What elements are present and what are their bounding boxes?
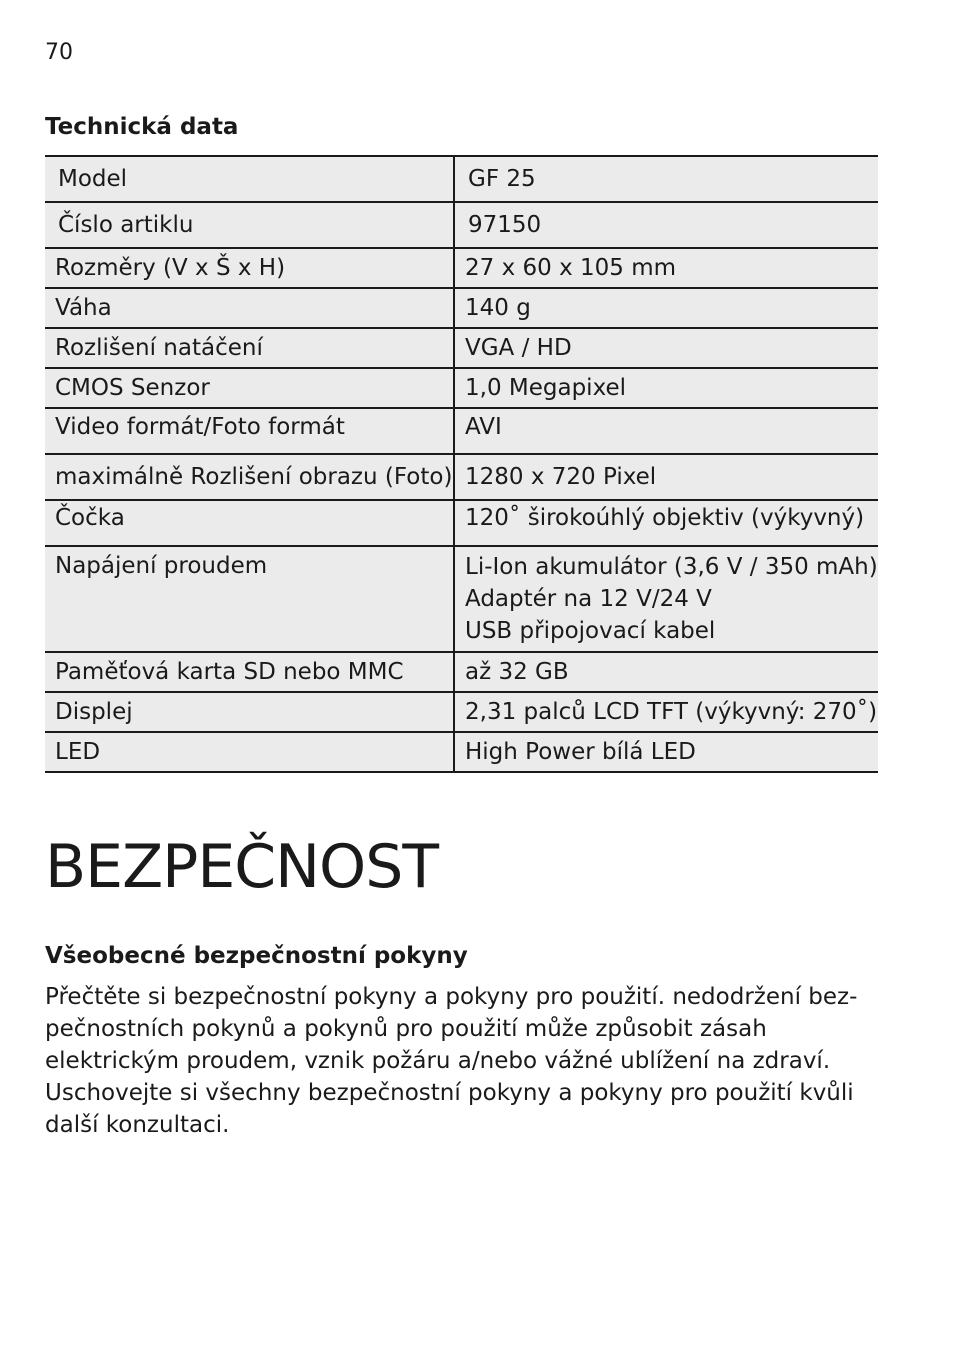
table-row (45, 408, 878, 454)
table-row (45, 546, 878, 652)
row-value: 140 g (454, 288, 878, 328)
table-row (45, 156, 878, 202)
safety-subheading: Všeobecné bezpečnostní pokyny (45, 943, 468, 969)
row-value-line: USB připojovací kabel (465, 618, 716, 644)
row-value: 1,0 Megapixel (454, 368, 878, 408)
row-value: AVI (454, 408, 878, 454)
row-label: Model (45, 156, 454, 202)
row-label: LED (45, 732, 454, 772)
table-row (45, 454, 878, 500)
safety-title: BEZPEČNOST (45, 832, 439, 902)
row-label: CMOS Senzor (45, 368, 454, 408)
row-value-multiline (454, 546, 878, 652)
table-row (45, 202, 878, 248)
table-row (45, 732, 878, 772)
paragraph-line: elektrickým proudem, vznik požáru a/nebo vážné ublížení na zdraví. (45, 1048, 831, 1074)
table-row (45, 248, 878, 288)
section-heading-technical-data: Technická data (45, 114, 239, 140)
row-label: Rozlišení natáčení (45, 328, 454, 368)
row-label: Napájení proudem (45, 546, 454, 652)
technical-data-table (45, 155, 878, 773)
table-row (45, 500, 878, 546)
row-value: 120˚ širokoúhlý objektiv (výkyvný) (454, 500, 878, 546)
row-label: Váha (45, 288, 454, 328)
row-label: maximálně Rozlišení obrazu (Foto) (45, 454, 454, 500)
row-value: 1280 x 720 Pixel (454, 454, 878, 500)
row-value: 27 x 60 x 105 mm (454, 248, 878, 288)
row-label: Rozměry (V x Š x H) (45, 248, 454, 288)
paragraph-line: Přečtěte si bezpečnostní pokyny a pokyny pro použití. nedodržení bez- (45, 984, 858, 1010)
row-label: Paměťová karta SD nebo MMC (45, 652, 454, 692)
row-label: Displej (45, 692, 454, 732)
table-row (45, 692, 878, 732)
row-label: Čočka (45, 500, 454, 546)
row-value: VGA / HD (454, 328, 878, 368)
paragraph-line: Uschovejte si všechny bezpečnostní pokyny a pokyny pro použití kvůli (45, 1080, 854, 1106)
row-value: až 32 GB (454, 652, 878, 692)
row-value: High Power bílá LED (454, 732, 878, 772)
row-value-line: Adaptér na 12 V/24 V (465, 586, 712, 612)
paragraph-line: další konzultaci. (45, 1112, 230, 1138)
paragraph-line: pečnostních pokynů a pokynů pro použití může způsobit zásah (45, 1016, 767, 1042)
table-row (45, 652, 878, 692)
row-value-line: Li-Ion akumulátor (3,6 V / 350 mAh) (465, 554, 878, 580)
table-row (45, 328, 878, 368)
row-label: Číslo artiklu (45, 202, 454, 248)
row-value: 2,31 palců LCD TFT (výkyvný: 270˚) (454, 692, 878, 732)
row-label: Video formát/Foto formát (45, 408, 454, 454)
row-value: GF 25 (454, 156, 878, 202)
page-number: 70 (45, 40, 73, 65)
safety-paragraph (45, 981, 875, 1141)
table-row (45, 288, 878, 328)
table-row (45, 368, 878, 408)
row-value: 97150 (454, 202, 878, 248)
